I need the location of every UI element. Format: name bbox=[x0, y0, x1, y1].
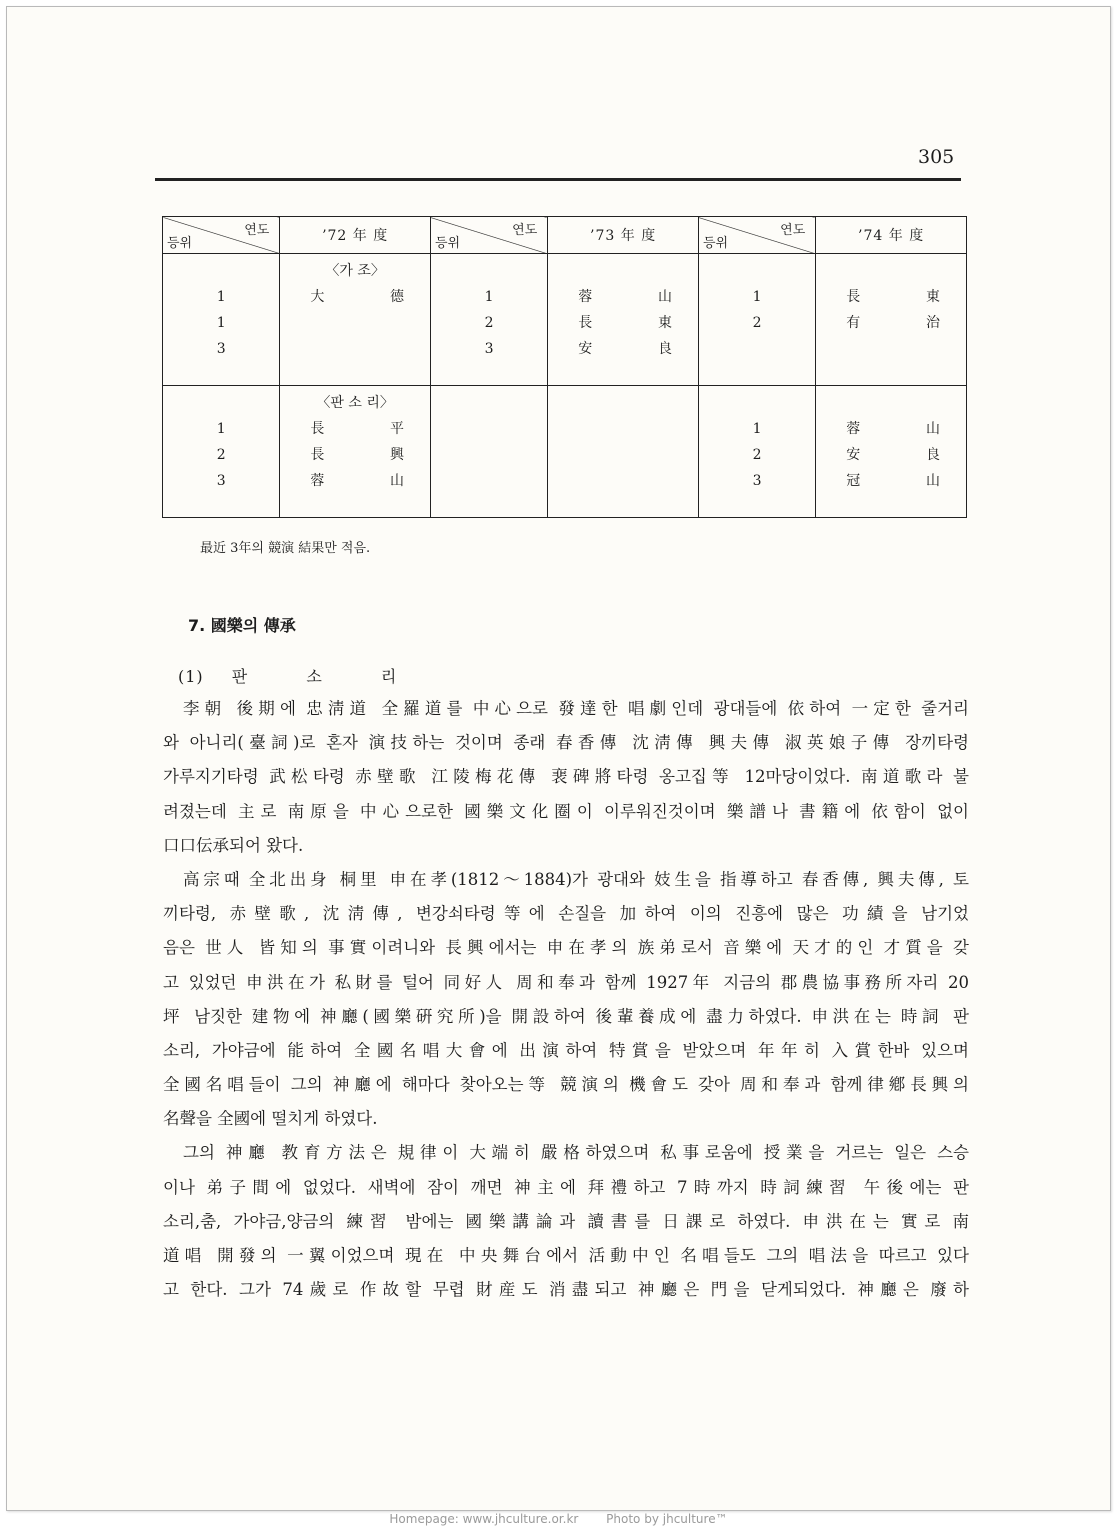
category-label: 〈가 조〉 bbox=[325, 263, 385, 279]
subsection-word: 판 bbox=[231, 667, 249, 686]
text-line: 고 있었던 申洪在가 私財를 털어 同好人 周和奉과 함께 1927年 지금의 郡農協事務所자리 20 bbox=[163, 972, 969, 992]
rank-cell bbox=[698, 254, 815, 386]
winner-name: 安 良 bbox=[846, 447, 940, 463]
section-heading: 7. 國樂의 傳承 bbox=[188, 616, 296, 635]
rank-value: 2 bbox=[484, 315, 494, 331]
rank-label: 등위 bbox=[702, 236, 729, 251]
year-rank-header-cell bbox=[698, 217, 815, 254]
winner-name: 蓉 山 bbox=[846, 421, 940, 437]
winner-name: 長 東 bbox=[578, 315, 672, 331]
table-note: 最近 3年의 競演 結果만 적음. bbox=[200, 541, 371, 556]
text-line: 坪 남짓한 建物에 神廳(國樂硏究所)을 開設하여 後輩養成에 盡力하였다. 申洪在는 時詞 판 bbox=[163, 1006, 969, 1026]
rank-value: 2 bbox=[216, 447, 226, 463]
rank-value bbox=[699, 336, 815, 362]
winner-name: 長 興 bbox=[310, 447, 404, 463]
rank-label: 등위 bbox=[167, 236, 193, 251]
rank-cell bbox=[163, 254, 280, 386]
year-header-72: ’72 年 度 bbox=[280, 217, 431, 254]
name-cell bbox=[280, 386, 431, 518]
subsection-word: 리 bbox=[380, 667, 398, 686]
subsection-heading bbox=[178, 664, 397, 687]
winner-name bbox=[548, 442, 698, 468]
text-line: 와 아니리(臺詞)로 혼자 演技하는 것이며 종래 春香傳 沈淸傳 興夫傳 淑英娘子傳 장끼타령 bbox=[163, 733, 969, 753]
footer bbox=[0, 1512, 1117, 1534]
winner-name: 長 東 bbox=[846, 289, 940, 305]
winner-name bbox=[548, 468, 698, 494]
year-label: 연도 bbox=[780, 223, 806, 238]
winner-name: 有 治 bbox=[846, 315, 940, 331]
table-header-row bbox=[163, 217, 967, 254]
name-cell bbox=[280, 254, 431, 386]
text-line: 이나 弟子間에 없었다. 새벽에 잠이 깨면 神主에 拜禮하고 7時까지 時詞練習 午後에는 판 bbox=[163, 1177, 969, 1197]
winner-name bbox=[280, 310, 430, 336]
rank-cell bbox=[698, 386, 815, 518]
name-cell bbox=[548, 254, 699, 386]
text-line: 口口伝承되어 왔다. bbox=[163, 835, 304, 855]
winner-name bbox=[816, 336, 966, 362]
winner-name: 長 平 bbox=[310, 421, 404, 437]
text-line: 음은 世人 皆知의 事實이려니와 長興에서는 申在孝의 族弟로서 音樂에 天才的인 才質을 갖 bbox=[163, 938, 969, 958]
rank-cell bbox=[430, 386, 547, 518]
winner-name bbox=[280, 336, 430, 362]
rank-value: 3 bbox=[484, 341, 494, 357]
year-label: 연도 bbox=[244, 223, 270, 238]
rank-value: 3 bbox=[216, 473, 226, 489]
text-line: 李朝 後期에 忠淸道 全羅道를 中心으로 發達한 唱劇인데 광대들에 依하여 一定한 줄거리 bbox=[183, 699, 969, 718]
rank-value: 1 bbox=[752, 421, 762, 437]
table-row-gajo bbox=[163, 254, 967, 386]
name-cell bbox=[548, 386, 699, 518]
text-line: 名聲을 全國에 떨치게 하였다. bbox=[163, 1109, 378, 1129]
rank-cell bbox=[163, 386, 280, 518]
rank-value: 1 bbox=[484, 289, 494, 305]
year-label: 연도 bbox=[512, 223, 538, 238]
rank-cell bbox=[430, 254, 547, 386]
footer-homepage: Homepage: www.jhculture.or.kr bbox=[389, 1512, 579, 1526]
category-label: 〈판 소 리〉 bbox=[316, 395, 394, 411]
text-line: 소리,춤, 가야금,양금의 練習 밤에는 國樂講論과 讀書를 日課로 하였다. 申洪在는 實로 南 bbox=[163, 1211, 969, 1231]
year-header-73: ’73 年 度 bbox=[548, 217, 699, 254]
winner-name: 蓉 山 bbox=[310, 473, 404, 489]
footer-photo-credit: Photo by jhculture™ bbox=[606, 1512, 728, 1526]
rank-value: 1 bbox=[216, 421, 226, 437]
rank-value bbox=[431, 468, 547, 494]
year-rank-header-cell bbox=[430, 217, 547, 254]
rank-value: 3 bbox=[216, 341, 226, 357]
text-line: 道唱 開發의 一翼이었으며 現在 中央舞台에서 活動中인 名唱들도 그의 唱法을 따르고 있다 bbox=[163, 1246, 969, 1265]
table-row-pansori bbox=[163, 386, 967, 518]
results-table bbox=[162, 216, 967, 518]
rank-value: 3 bbox=[752, 473, 762, 489]
winner-name bbox=[548, 416, 698, 442]
rank-value bbox=[431, 442, 547, 468]
year-header-74: ’74 年 度 bbox=[816, 217, 967, 254]
name-cell bbox=[816, 386, 967, 518]
text-line: 그의 神廳 教育方法은 規律이 大端히 嚴格하였으며 私事로움에 授業을 거르는 일은 스승 bbox=[183, 1143, 969, 1163]
subsection-number: (1) bbox=[178, 667, 204, 686]
rank-label: 등위 bbox=[434, 236, 461, 251]
year-rank-header-cell bbox=[163, 217, 280, 254]
winner-name: 冠 山 bbox=[846, 473, 940, 489]
rank-value bbox=[431, 416, 547, 442]
text-line: 全國名唱들이 그의 神廳에 해마다 찾아오는等 競演의 機會도 갖아 周和奉과 함께律鄕長興의 bbox=[163, 1075, 969, 1095]
body-paragraphs bbox=[163, 692, 969, 1307]
text-line: 려졌는데 主로 南原을 中心으로한 國樂文化圈이 이루워진것이며 樂譜나 書籍에 依함이 없이 bbox=[163, 801, 969, 821]
rank-value: 2 bbox=[752, 447, 762, 463]
winner-name: 安 良 bbox=[578, 341, 672, 357]
name-cell bbox=[816, 254, 967, 386]
text-line: 소리, 가야금에 能하여 全國名唱大會에 出演하여 特賞을 받았으며 年年히 入賞한바 있으며 bbox=[163, 1040, 969, 1060]
rank-value: 1 bbox=[216, 289, 226, 305]
header-rule bbox=[155, 178, 961, 181]
rank-value: 2 bbox=[752, 315, 762, 331]
text-line: 高宗때 全北出身 桐里 申在孝(1812～1884)가 광대와 妓生을 指導하고 春香傳, 興夫傳, 토 bbox=[183, 869, 969, 889]
winner-name: 蓉 山 bbox=[578, 289, 672, 305]
subsection-word: 소 bbox=[306, 667, 323, 686]
text-line: 고 한다. 그가 74歲로 作故할 무렵 財産도 消盡되고 神廳은 門을 닫게되었다. 神廳은 廢하 bbox=[163, 1280, 969, 1300]
winner-name: 大 德 bbox=[310, 289, 404, 305]
text-line: 끼타령, 赤壁歌, 沈淸傳, 변강쇠타령等에 손질을 加하여 이의 진흥에 많은 功績을 남기었 bbox=[163, 904, 969, 924]
text-line: 가루지기타령 武松타령 赤壁歌 江陵梅花傳 裵碑將타령 옹고집等 12마당이었다. 南道歌라 불 bbox=[163, 767, 969, 787]
rank-value: 1 bbox=[216, 315, 226, 331]
page-number: 305 bbox=[918, 146, 955, 168]
rank-value: 1 bbox=[752, 289, 762, 305]
